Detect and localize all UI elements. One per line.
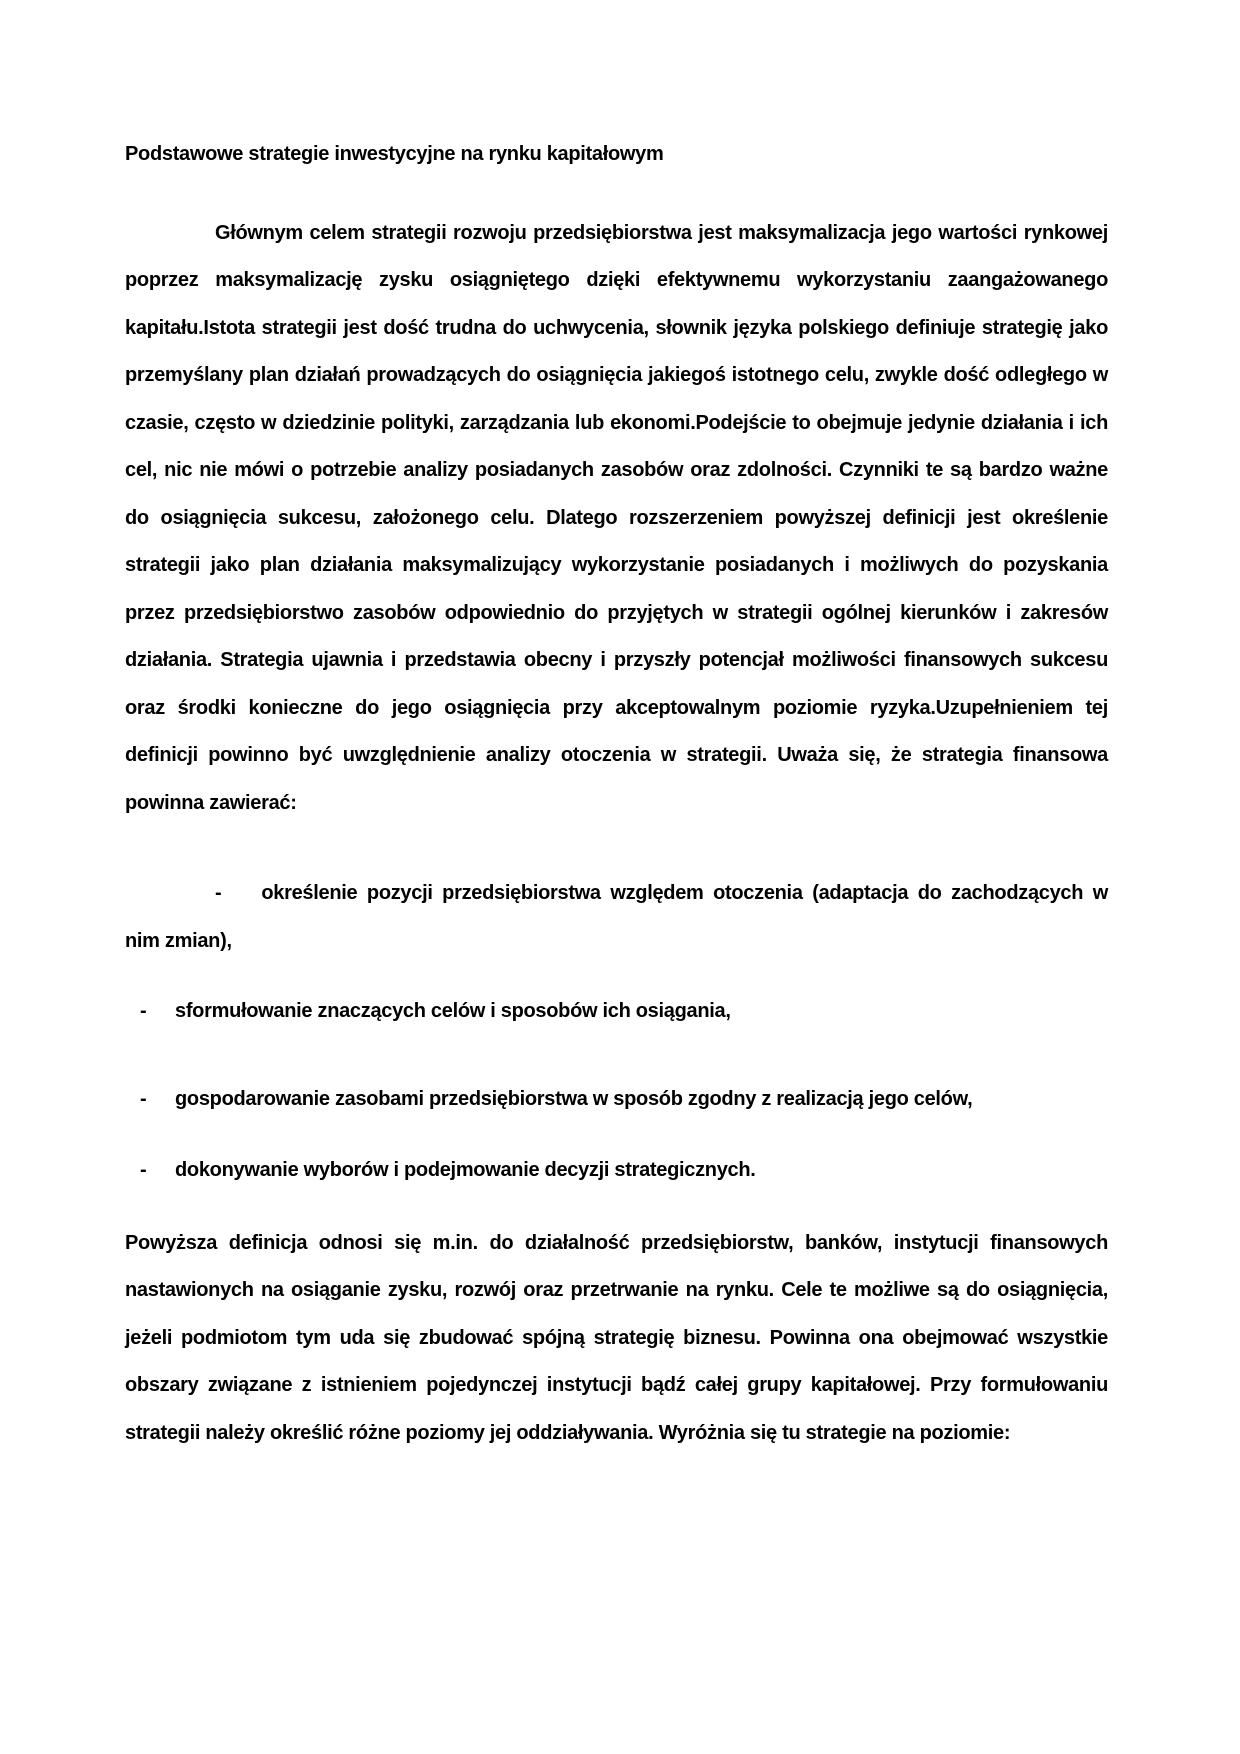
list-item-text: gospodarowanie zasobami przedsiębiorstwa w sposób zgodny z realizacją jego celów, [175, 1087, 973, 1110]
list-dash-marker: - [140, 1087, 147, 1110]
list-item-text: dokonywanie wyborów i podejmowanie decyzji strategicznych. [175, 1159, 756, 1181]
list-dash-marker: - [215, 882, 222, 904]
list-dash-marker: - [140, 1000, 147, 1022]
paragraph-definition-scope: Powyższa definicja odnosi się m.in. do działalność przedsiębiorstw, banków, instytucji finansowych nastawionych na osiąganie zysku, rozwój oraz przetrwanie na rynku. Cele te możliwe są do osiągnięcia, jeżeli podmiotom tym uda się zbudować spójną strategię biznesu. Powinna ona obejmować wszystkie obszary związane z istnieniem pojedynczej instytucji bądź całej grupy kapitałowej. Przy formułowaniu strategii należy określić różne poziomy jej oddziaływania. Wyróżnia się tu strategie na poziomie: [125, 1231, 1108, 1444]
list-dash-marker: - [140, 1159, 147, 1181]
paragraph-intro: Głównym celem strategii rozwoju przedsiębiorstwa jest maksymalizacja jego wartości rynkowej poprzez maksymalizację zysku osiągniętego dzięki efektywnemu wykorzystaniu zaangażowanego kapitału.Istota strategii jest dość trudna do uchwycenia, słownik języka polskiego definiuje strategię jako przemyślany plan działań prowadzących do osiągnięcia jakiegoś istotnego celu, zwykle dość odległego w czasie, często w dziedzinie polityki, zarządzania lub ekonomi.Podejście to obejmuje jedynie działania i ich cel, nic nie mówi o potrzebie analizy posiadanych zasobów oraz zdolności. Czynniki te są bardzo ważne do osiągnięcia sukcesu, założonego celu. Dlatego rozszerzeniem powyższej definicji jest określenie strategii jako plan działania maksymalizujący wykorzystanie posiadanych i możliwych do pozyskania przez przedsiębiorstwo zasobów odpowiednio do przyjętych w strategii ogólnej kierunków i zakresów działania. Strategia ujawnia i przedstawia obecny i przyszły potencjał możliwości finansowych sukcesu oraz środki konieczne do jego osiągnięcia przy akceptowalnym poziomie ryzyka.Uzupełnieniem tej definicji powinno być uwzględnienie analizy otoczenia w strategii. Uważa się, że strategia finansowa powinna zawierać: [125, 221, 1108, 814]
list-item [125, 1147, 1108, 1195]
list-item [125, 988, 1108, 1036]
list-item-text: sformułowanie znaczących celów i sposobów ich osiągania, [175, 1000, 731, 1022]
document-content [125, 131, 1108, 1457]
list-item [125, 1076, 1108, 1124]
list-item [125, 870, 1108, 965]
document-title: Podstawowe strategie inwestycyjne na rynku kapitałowym [125, 143, 664, 165]
list-item-text: określenie pozycji przedsiębiorstwa względem otoczenia (adaptacja do zachodzących w nim zmian), [125, 882, 1108, 952]
